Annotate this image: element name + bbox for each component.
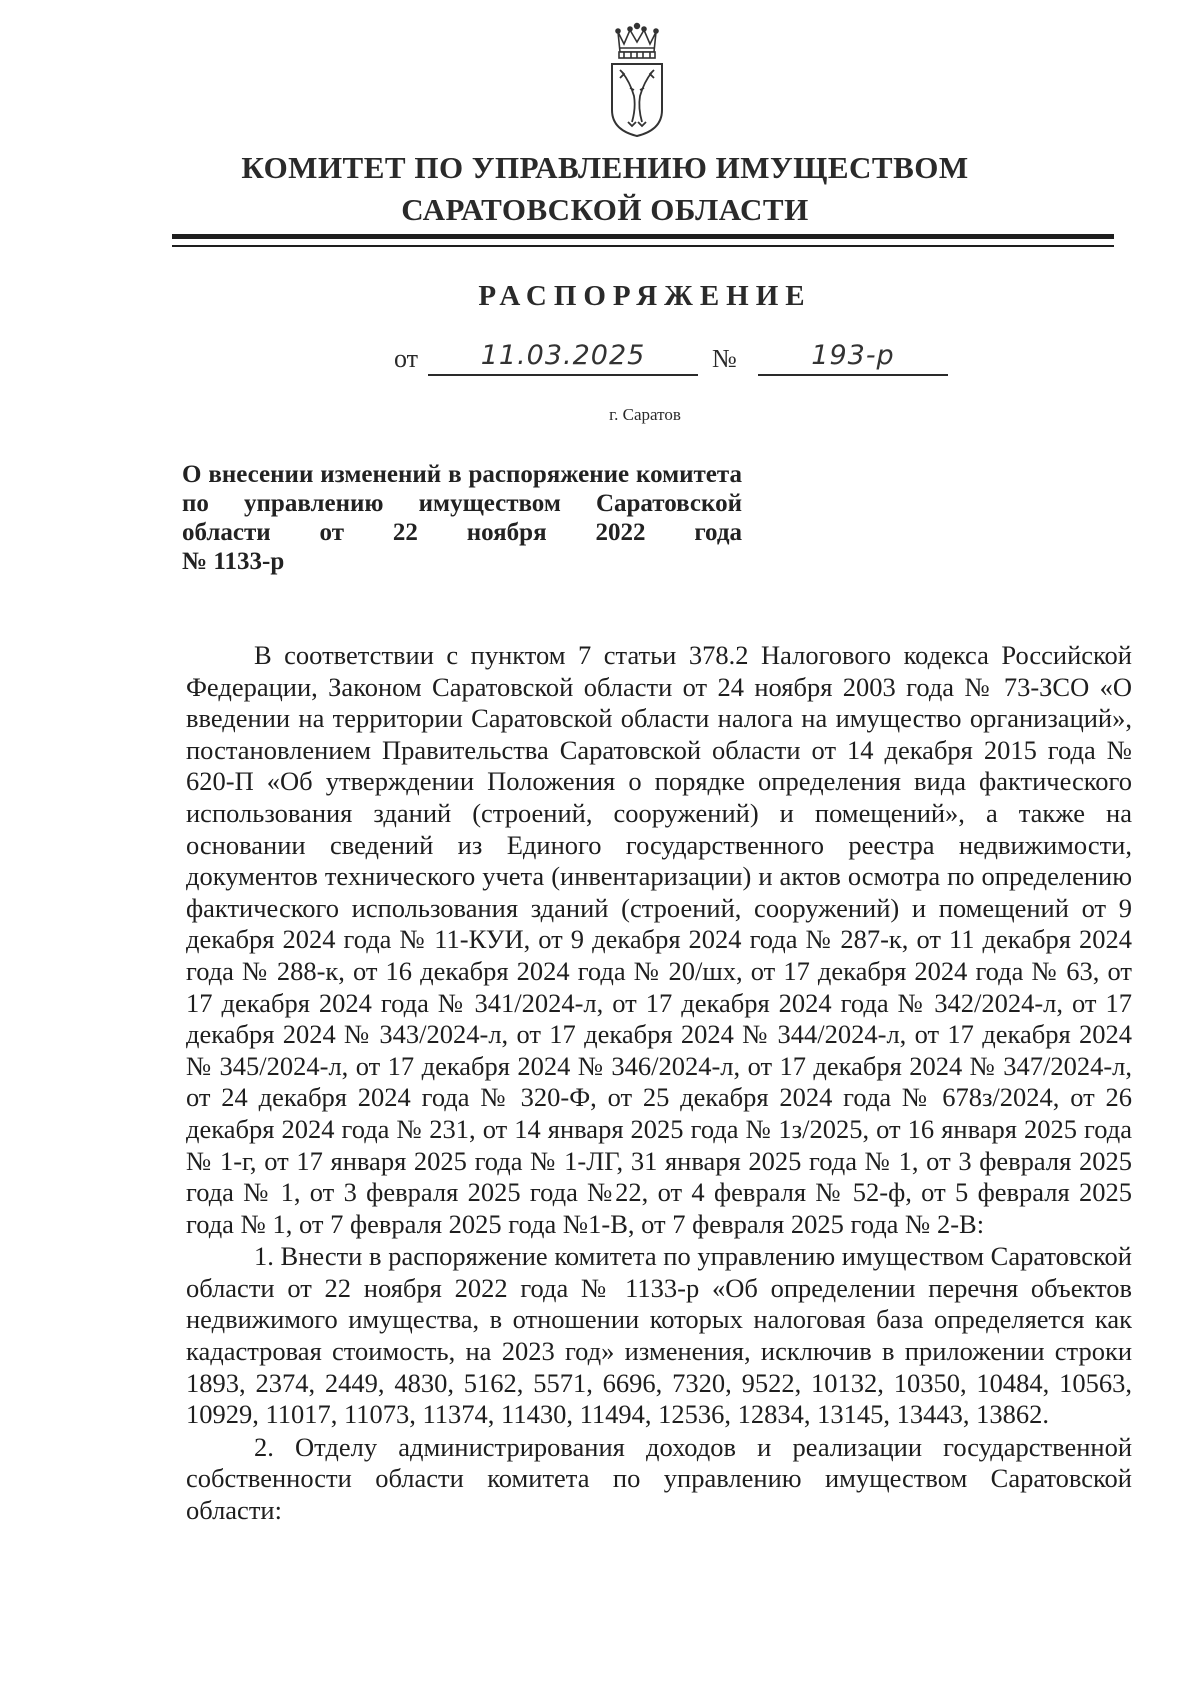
document-subject [182,460,742,576]
date-field: 11.03.2025 [428,340,698,376]
organization-name-line-2: САРАТОВСКОЙ ОБЛАСТИ [401,192,809,227]
date-label: от [394,344,419,373]
item-2-paragraph: 2. Отделу администрирования доходов и реализации государственной собственности области комитета по управлению имуществом Саратовской области: [186,1431,1132,1526]
number-field: 193-р [758,340,948,376]
city-name: г. Саратов [609,405,681,424]
preamble-paragraph: В соответствии с пунктом 7 статьи 378.2 Налогового кодекса Российской Федерации, Законом Саратовской области от 24 ноября 2003 года № 73-ЗСО «О введении на территории Саратовской области налога на имущество организаций», постановлением Правительства Саратовской области от 14 декабря 2015 года № 620-П «Об утверждении Положения о порядке определения вида фактического использования зданий (строений, сооружений) и помещений», а также на основании сведений из Единого государственного реестра недвижимости, документов технического учета (инвентаризации) и актов осмотра по определению фактического использования зданий (строений, сооружений) и помещений от 9 декабря 2024 года № 11-КУИ, от 9 декабря 2024 года № 287-к, от 11 декабря 2024 года № 288-к, от 16 декабря 2024 года № 20/шх, от 17 декабря 2024 года № 63, от 17 декабря 2024 года № 341/2024-л, от 17 декабря 2024 года № 342/2024-л, от 17 декабря 2024 № 343/2024-л, от 17 декабря 2024 № 344/2024-л, от 17 декабря 2024 № 345/2024-л, от 17 декабря 2024 № 346/2024-л, от 17 декабря 2024 № 347/2024-л, от 24 декабря 2024 года № 320-Ф, от 25 декабря 2024 года № 678з/2024, от 26 декабря 2024 года № 231, от 14 января 2025 года № 1з/2025, от 16 января 2025 года № 1-г, от 17 января 2025 года № 1-ЛГ, 31 января 2025 года № 1, от 3 февраля 2025 года № 1, от 3 февраля 2025 года №22, от 4 февраля № 52-ф, от 5 февраля 2025 года № 1, от 7 февраля 2025 года №1-В, от 7 февраля 2025 года № 2-В: [186,640,1132,1239]
saratov-coat-of-arms-icon [604,22,670,140]
item-1-paragraph: 1. Внести в распоряжение комитета по управлению имуществом Саратовской области от 22 ноября 2022 года № 1133-р «Об определении перечня объектов недвижимого имущества, в отношении которых налоговая база определяется как кадастровая стоимость, на 2023 год» изменения, исключив в приложении строки 1893, 2374, 2449, 4830, 5162, 5571, 6696, 7320, 9522, 10132, 10350, 10484, 10563, 10929, 11017, 11073, 11374, 11430, 11494, 12536, 12834, 13145, 13443, 13862. [186,1241,1132,1430]
organization-name-line-1: КОМИТЕТ ПО УПРАВЛЕНИЮ ИМУЩЕСТВОМ [241,150,969,185]
document-type-title: РАСПОРЯЖЕНИЕ [478,280,812,312]
document-body [186,640,1132,1527]
number-label: № [712,344,737,373]
subject-number: № 1133-р [182,548,285,575]
header-divider-thin [172,245,1114,247]
subject-text: О внесении изменений в распоряжение комитета по управлению имуществом Саратовской области от 22 ноября 2022 года [182,461,742,546]
header-divider-thick [172,234,1114,239]
